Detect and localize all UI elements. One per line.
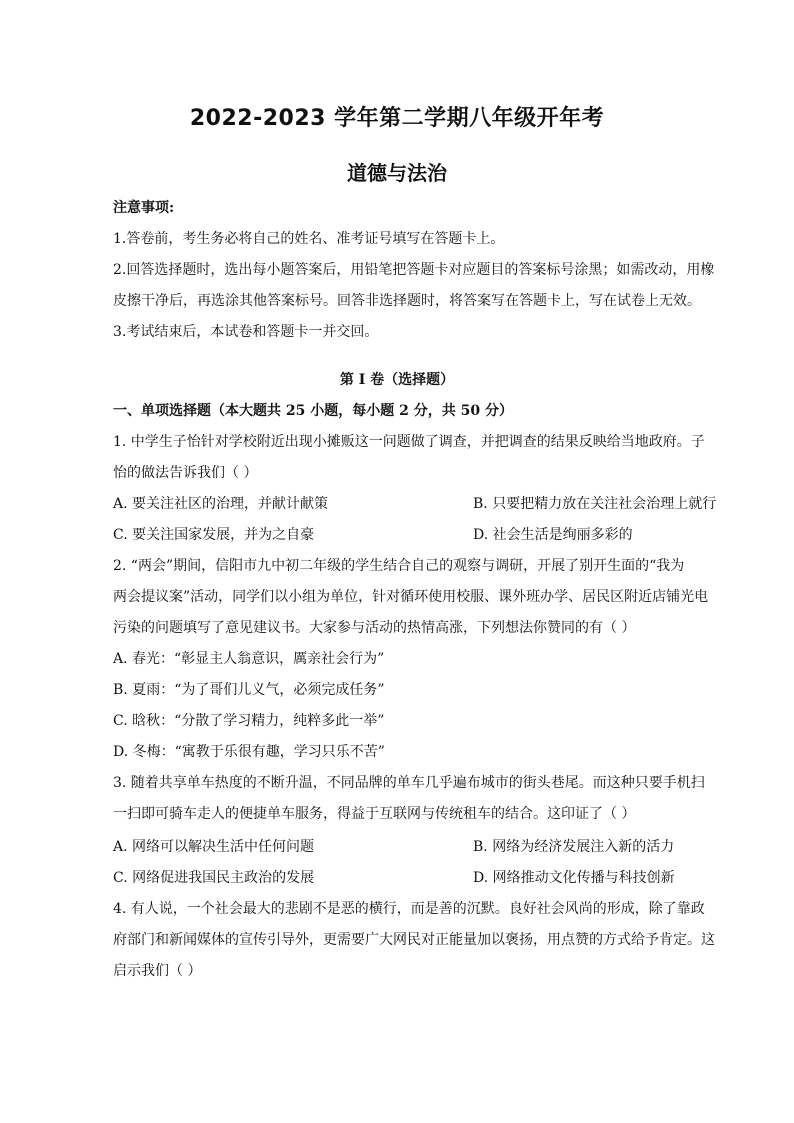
part-title: 第 I 卷（选择题） (339, 372, 455, 388)
question-2-text: 两会提议案”活动，同学们以小组为单位，针对循环使用校服、课外班办学、居民区附近店铺光电 (113, 589, 709, 605)
option-c: C. 晗秋：“分散了学习精力，纯粹多此一举” (113, 713, 385, 729)
option-b: B. 网络为经济发展注入新的活力 (473, 839, 675, 855)
question-1-option-row (113, 494, 717, 514)
question-2-text: 污染的问题填写了意见建议书。大家参与活动的热情高涨，下列想法你赞同的有（ ） (113, 620, 636, 636)
option-a: A. 网络可以解决生活中任何问题 (113, 839, 315, 855)
question-3-text: 3. 随着共享单车热度的不断升温，不同品牌的单车几乎遍布城市的街头巷尾。而这种只要手机扫 (113, 775, 705, 791)
option-b: B. 只要把精力放在关注社会治理上就行 (473, 496, 717, 512)
question-3-text: 一扫即可骑车走人的便捷单车服务，得益于互联网与传统租车的结合。这印证了（ ） (113, 806, 636, 822)
question-3-option-row (113, 868, 675, 888)
option-a: A. 要关注社区的治理，并献计献策 (113, 496, 329, 512)
notice-item: 3.考试结束后，本试卷和答题卡一并交回。 (113, 324, 379, 340)
notice-item: 1.答卷前，考生务必将自己的姓名、准考证号填写在答题卡上。 (113, 231, 505, 247)
option-c: C. 要关注国家发展，并为之自豪 (113, 527, 315, 543)
question-2-text: 2. “两会”期间，信阳市九中初二年级的学生结合自己的观察与调研，开展了别开生面的“我为 (113, 558, 685, 574)
question-1-option-row (113, 525, 633, 545)
option-a: A. 春光：“彰显主人翁意识，厲亲社会行为” (113, 651, 385, 667)
question-4-text: 府部门和新闻媒体的宣传引导外，更需要广大网民对正能量加以褒扬，用点赞的方式给予肯定。这 (113, 932, 715, 948)
notice-heading: 注意事项: (113, 200, 175, 216)
exam-title: 2022-2023 学年第二学期八年级开年考 (189, 106, 605, 131)
subject-title: 道德与法治 (347, 161, 447, 185)
question-3-option-row (113, 837, 675, 857)
option-d: D. 社会生活是绚丽多彩的 (473, 527, 633, 543)
question-4-text: 启示我们（ ） (113, 963, 202, 979)
option-b: B. 夏雨：“为了哥们儿义气，必须完成任务” (113, 682, 385, 698)
notice-item: 2.回答选择题时，选出每小题答案后，用铅笔把答题卡对应题目的答案标号涂黑；如需改动，用橡 (113, 262, 715, 278)
option-d: D. 网络推动文化传播与科技创新 (473, 870, 675, 886)
option-c: C. 网络促进我国民主政治的发展 (113, 870, 315, 886)
question-1-text: 1. 中学生子怡针对学校附近出现小摊贩这一问题做了调查，并把调查的结果反映给当地政府。子 (113, 434, 705, 450)
question-1-text: 怡的做法告诉我们（ ） (113, 465, 258, 481)
option-d: D. 冬梅：“寓教于乐很有趣，学习只乐不苦” (113, 744, 385, 760)
notice-item: 皮擦干净后，再选涂其他答案标号。回答非选择题时，将答案写在答题卡上，写在试卷上无效。 (113, 293, 701, 309)
question-4-text: 4. 有人说，一个社会最大的悲剧不是恶的横行，而是善的沉默。良好社会风尚的形成，除了靠政 (113, 901, 705, 917)
section-heading: 一、单项选择题（本大题共 25 小题，每小题 2 分，共 50 分） (113, 403, 513, 419)
